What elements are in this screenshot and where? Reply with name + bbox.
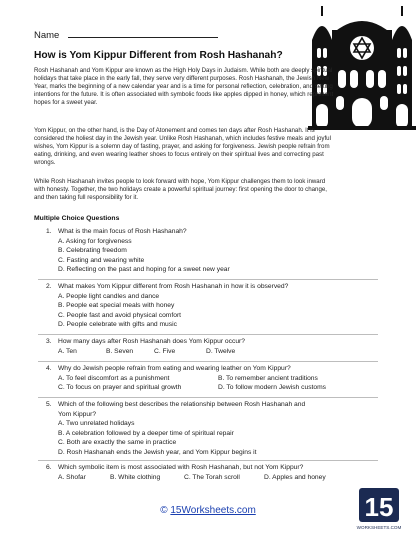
worksheet-title: How is Yom Kippur Different from Rosh Hashanah? [34, 50, 283, 61]
passage-paragraph-2: Yom Kippur, on the other hand, is the Day of Atonement and comes ten days after Rosh Hashanah. It is considered the holiest day in the Jewish year. Unlike Rosh Hashanah, which includes festive meals and joyful wishes, Yom Kippur is a solemn day of fasting, prayer, and asking for forgiveness. Jewish people refrain from eating, drinking, and even wearing leather shoes to focus entirely on their spiritual lives and correcting past wrongs. [34, 127, 331, 166]
answer-option[interactable]: B. To remember ancient traditions [218, 374, 318, 382]
answer-option[interactable]: A. Asking for forgiveness [58, 237, 132, 245]
answer-option[interactable]: D. People celebrate with gifts and music [58, 321, 177, 329]
answer-option[interactable]: B. White clothing [110, 473, 161, 481]
question-text: What is the main focus of Rosh Hashanah? [58, 228, 187, 235]
answer-option[interactable]: C. Five [154, 347, 176, 355]
answer-option[interactable]: A. Shofar [58, 473, 86, 481]
question-2 [46, 282, 358, 330]
synagogue-illustration [308, 0, 416, 130]
question-6 [46, 463, 328, 482]
answer-options-row [58, 383, 358, 393]
answer-option[interactable]: A. Two unrelated holidays [58, 420, 135, 428]
divider [38, 397, 378, 398]
question-text: Which of the following best describes the relationship between Rosh Hashanah and Yom Kippur? [58, 401, 306, 418]
question-text: What makes Yom Kippur different from Rosh Hashanah in how it is observed? [58, 283, 289, 290]
question-5 [46, 400, 318, 458]
copyright-symbol: © [160, 505, 168, 516]
answer-options-row [58, 374, 358, 384]
answer-option[interactable]: B. Celebrating freedom [58, 247, 127, 255]
question-text: Why do Jewish people refrain from eating and wearing leather on Yom Kippur? [58, 365, 291, 372]
logo-number: 15 [364, 492, 394, 522]
answer-option[interactable]: C. People fast and avoid physical comfort [58, 311, 182, 319]
question-number: 1. [46, 228, 52, 235]
answer-option[interactable]: D. Rosh Hashanah ends the Jewish year, and Yom Kippur begins it [58, 448, 257, 456]
logo-subtext: WORKSHEETS.COM [356, 525, 402, 530]
answer-option[interactable]: D. Apples and honey [264, 473, 326, 481]
question-number: 6. [46, 464, 52, 471]
question-text: How many days after Rosh Hashanah does Yom Kippur occur? [58, 338, 245, 345]
question-number: 4. [46, 365, 52, 372]
answer-option[interactable]: D. To follow modern Jewish customs [218, 384, 327, 392]
answer-option[interactable]: C. Both are exactly the same in practice [58, 439, 177, 447]
answer-options-row [58, 473, 328, 483]
logo-icon [356, 486, 402, 532]
answer-option[interactable]: A. To feel discomfort as a punishment [58, 374, 170, 382]
answer-option[interactable]: B. A celebration followed by a deeper time of spiritual repair [58, 429, 234, 437]
answer-options-row [58, 347, 358, 357]
passage-paragraph-1: Rosh Hashanah and Yom Kippur are known as the High Holy Days in Judaism. While both are deeply spiritual holidays that take place in the early fall, they serve very different purposes. Rosh Hashanah, the Jewish New Year, marks the beginning of a new calendar year and is a time for personal reflection, celebration, and setting intentions for the future. It is often associated with symbolic foods like apples dipped in honey, which represent hopes for a sweet year. [34, 67, 334, 106]
question-text: Which symbolic item is most associated with Rosh Hashanah, but not Yom Kippur? [58, 464, 304, 471]
answer-option[interactable]: D. Reflecting on the past and hoping for a sweet new year [58, 266, 230, 274]
name-label: Name [34, 30, 60, 41]
question-number: 5. [46, 401, 52, 408]
answer-option[interactable]: C. The Torah scroll [184, 473, 240, 481]
answer-option[interactable]: C. To focus on prayer and spiritual growth [58, 384, 182, 392]
answer-option[interactable]: B. Seven [106, 347, 134, 355]
answer-option[interactable]: C. Fasting and wearing white [58, 256, 145, 264]
passage-paragraph-3: While Rosh Hashanah invites people to look forward with hope, Yom Kippur challenges them to look inward with honesty. Together, the two holidays create a powerful spiritual journey: first opening the door to change, and then taking full responsibility for it. [34, 178, 327, 201]
question-3 [46, 337, 358, 356]
divider [38, 460, 378, 461]
answer-option[interactable]: B. People eat special meals with honey [58, 302, 175, 310]
footer [0, 505, 416, 516]
footer-link[interactable]: 15Worksheets.com [170, 505, 256, 516]
question-number: 3. [46, 338, 52, 345]
name-field-row [34, 28, 218, 41]
question-number: 2. [46, 283, 52, 290]
mcq-heading: Multiple Choice Questions [34, 215, 120, 222]
answer-option[interactable]: D. Twelve [206, 347, 236, 355]
divider [38, 361, 378, 362]
answer-option[interactable]: A. People light candles and dance [58, 292, 160, 300]
question-1 [46, 227, 358, 275]
name-blank-line[interactable] [68, 28, 218, 38]
divider [38, 334, 378, 335]
brand-logo [356, 486, 402, 532]
answer-option[interactable]: A. Ten [58, 347, 77, 355]
question-4 [46, 364, 358, 393]
divider [38, 279, 378, 280]
